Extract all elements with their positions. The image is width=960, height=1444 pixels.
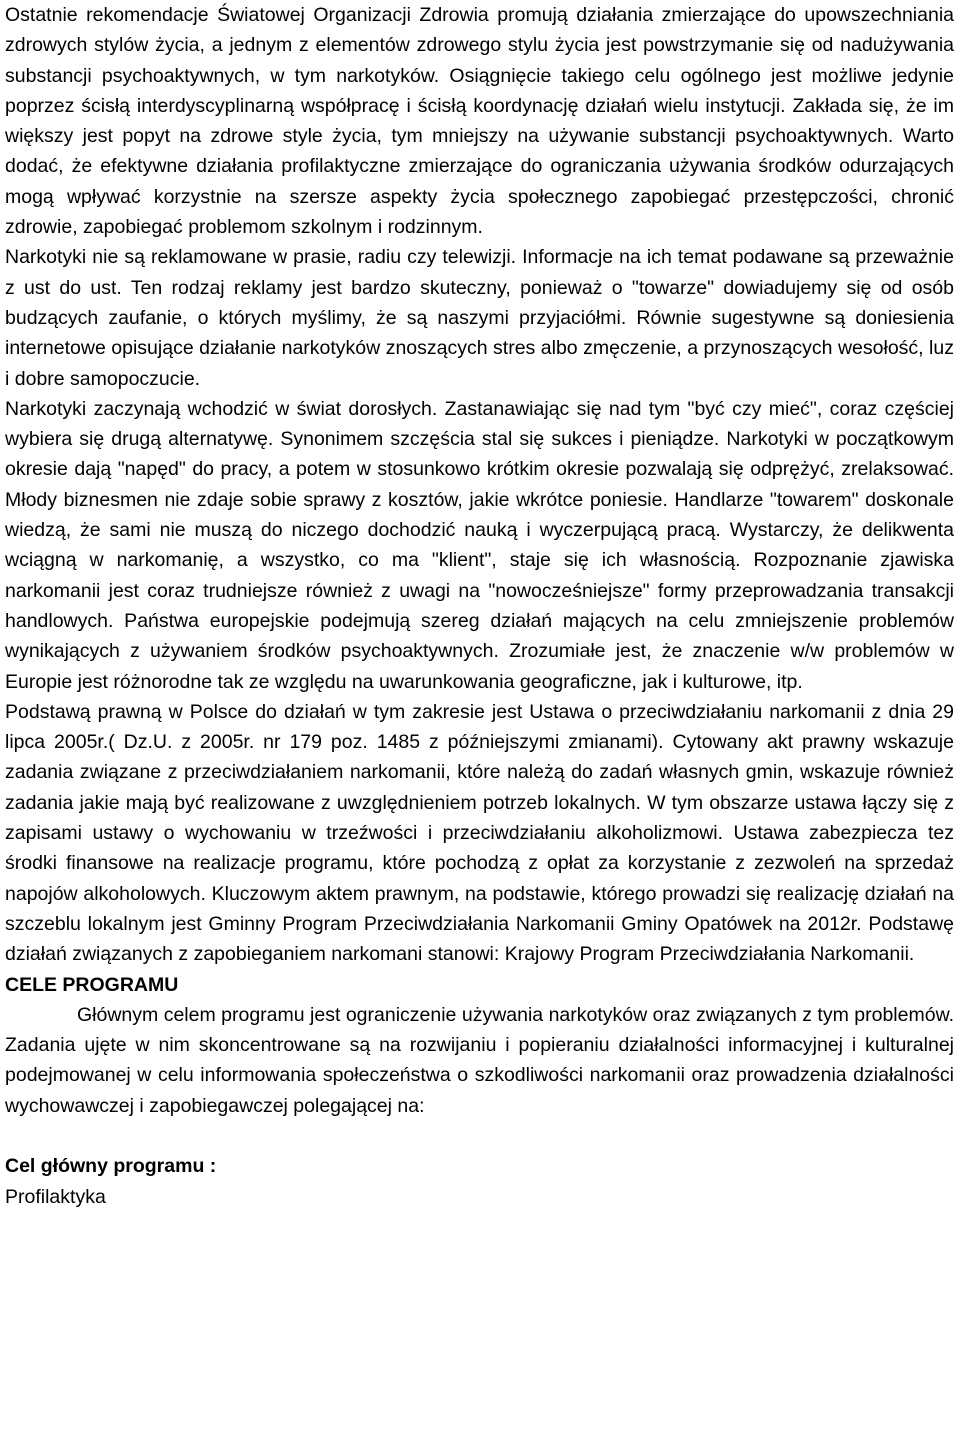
section-heading-program-goals: CELE PROGRAMU	[5, 973, 179, 996]
paragraph-adult-drug-use: Narkotyki zaczynają wchodzić w świat dorosłych. Zastanawiając się nad tym "być czy mieć", coraz częściej wybiera się drugą alternatywę. Synonimem szczęścia stal się sukces i pieniądze. Narkotyki w początkowym okresie dają "napęd" do pracy, a potem w stosunkowo krótkim okresie pozwalają się odprężyć, zrelaksować. Młody biznesmen nie zdaje sobie sprawy z kosztów, jakie wkrótce poniesie. Handlarze "towarem" doskonale wiedzą, że sami nie muszą do niczego dochodzić nauką i wyczerpującą pracą. Wystarczy, że delikwenta wciągną w narkomanię, a wszystko, co ma "klient", staje się ich własnością. Rozpoznanie zjawiska narkomanii jest coraz trudniejsze również z uwagi na "nowocześniejsze" formy przeprowadzania transakcji handlowych. Państwa europejskie podejmują szereg działań mających na celu zmniejszenie problemów wynikających z używaniem środków psychoaktywnych. Zrozumiałe jest, że znaczenie w/w problemów w Europie jest różnorodne tak ze względu na uwarunkowania geograficzne, jak i kulturowe, itp.	[5, 397, 954, 693]
paragraph-who-recommendations: Ostatnie rekomendacje Światowej Organizacji Zdrowia promują działania zmierzające do upowszechniania zdrowych stylów życia, a jednym z elementów zdrowego stylu życia jest powstrzymanie się od nadużywania substancji psychoaktywnych, w tym narkotyków. Osiągnięcie takiego celu ogólnego jest możliwe jedynie poprzez ścisłą interdyscyplinarną współpracę i ścisłą koordynację działań wielu instytucji. Zakłada się, że im większy jest popyt na zdrowe style życia, tym mniejszy na używanie substancji psychoaktywnych. Warto dodać, że efektywne działania profilaktyczne zmierzające do ograniczania używania środków odurzających mogą wpływać korzystnie na szersze aspekty życia społecznego zapobiegać przestępczości, chronić zdrowie, zapobiegać problemom szkolnym i rodzinnym.	[5, 4, 954, 239]
main-goal-heading: Cel główny programu :	[5, 1155, 217, 1178]
paragraph-legal-basis: Podstawą prawną w Polsce do działań w tym zakresie jest Ustawa o przeciwdziałaniu narkomanii z dnia 29 lipca 2005r.( Dz.U. z 2005r. nr 179 poz. 1485 z późniejszymi zmianami). Cytowany akt prawny wskazuje zadania związane z przeciwdziałaniem narkomanii, które należą do zadań własnych gmin, wskazuje również zadania jakie mają być realizowane z uwzględnieniem potrzeb lokalnych. W tym obszarze ustawa łączy się z zapisami ustawy o wychowaniu w trzeźwości i przeciwdziałaniu alkoholizmowi. Ustawa zabezpiecza tez środki finansowe na realizacje programu, które pochodzą z opłat za korzystanie z zezwoleń na sprzedaż napojów alkoholowych. Kluczowym aktem prawnym, na podstawie, którego prowadzi się realizację działań na szczeblu lokalnym jest Gminny Program Przeciwdziałania Narkomanii Gminy Opatówek na 2012r. Podstawę działań związanych z zapobieganiem narkomani stanowi: Krajowy Program Przeciwdziałania Narkomanii.	[5, 700, 954, 966]
blank-line	[5, 1121, 954, 1151]
main-goal-value: Profilaktyka	[5, 1185, 106, 1208]
paragraph-program-goals: Głównym celem programu jest ograniczenie używania narkotyków oraz związanych z tym problemów. Zadania ujęte w nim skoncentrowane są na rozwijaniu i popieraniu działalności informacyjnej i kulturalnej podejmowanej w celu informowania społeczeństwa o szkodliwości narkomanii oraz prowadzenia działalności wychowawczej i zapobiegawczej polegającej na:	[5, 1003, 954, 1117]
paragraph-drug-advertising: Narkotyki nie są reklamowane w prasie, radiu czy telewizji. Informacje na ich temat podawane są przeważnie z ust do ust. Ten rodzaj reklamy jest bardzo skuteczny, ponieważ o "towarze" dowiadujemy się od osób budzących zaufanie, o których myślimy, że są naszymi przyjaciółmi. Równie sugestywne są doniesienia internetowe opisujące działanie narkotyków znoszących stres albo zmęczenie, a przynoszących wesołość, luz i dobre samopoczucie.	[5, 246, 954, 390]
